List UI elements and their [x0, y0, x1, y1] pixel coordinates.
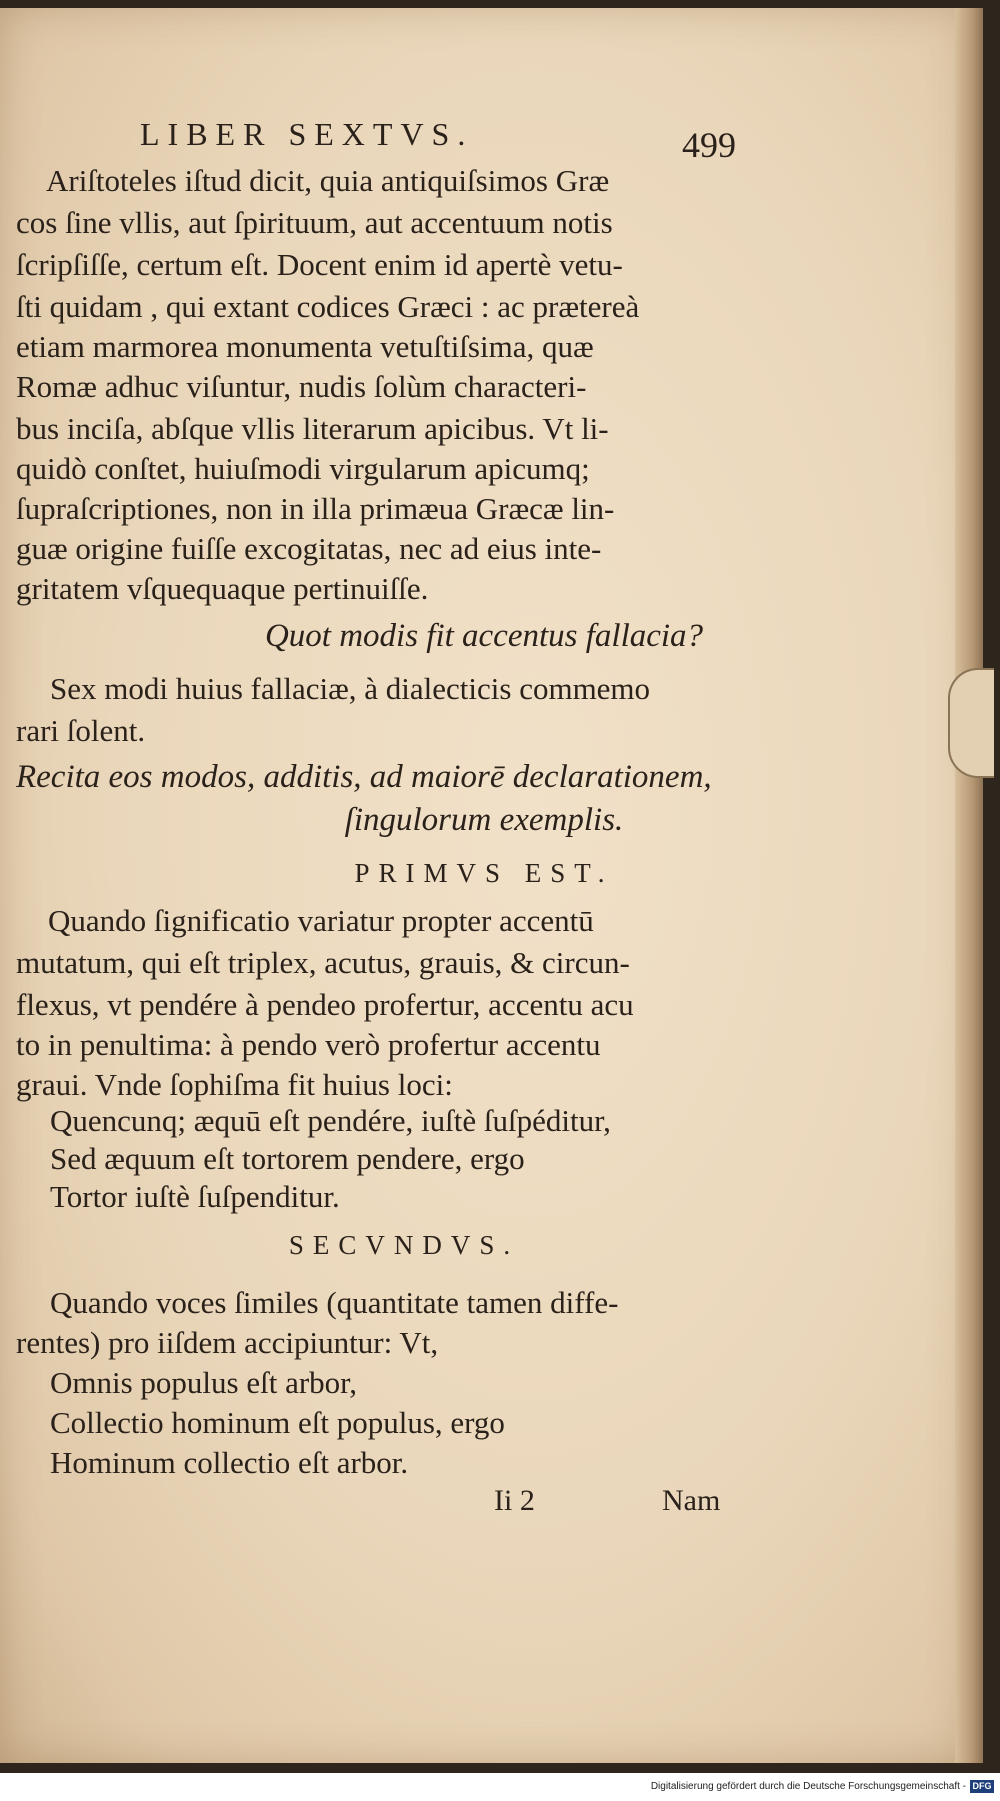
digitization-credit: Digitalisierung gefördert durch die Deutsche Forschungsgemeinschaft -: [650, 1781, 966, 1792]
text-line: bus inciſa, abſque vllis literarum apicibus. Vt li-: [16, 411, 609, 446]
text-line: gritatem vſquequaque pertinuiſſe.: [16, 571, 429, 606]
text-line: flexus, vt pendére à pendeo profertur, accentu acu: [16, 987, 634, 1022]
text-line: graui. Vnde ſophiſma fit huius loci:: [16, 1067, 453, 1102]
verse-line: Hominum collectio eſt arbor.: [50, 1445, 409, 1480]
question-heading: ſingulorum exemplis.: [344, 802, 624, 838]
text-line: Sex modi huius fallaciæ, à dialecticis commemo: [50, 671, 651, 706]
text-line: Quando voces ſimiles (quantitate tamen diffe-: [50, 1285, 619, 1320]
verse-line: Quencunq; æquū eſt pendére, iuſtè ſuſpéditur,: [50, 1103, 611, 1138]
dfg-logo: DFG: [970, 1780, 994, 1793]
text-line: Quando ſignificatio variatur propter accentū: [48, 903, 594, 938]
catchword: Nam: [662, 1484, 721, 1517]
verse-line: Collectio hominum eſt populus, ergo: [50, 1405, 505, 1440]
text-line: mutatum, qui eſt triplex, acutus, grauis, & circun-: [16, 945, 630, 980]
question-heading: Quot modis fit accentus fallacia?: [264, 618, 704, 654]
running-title: LIBER SEXTVS.: [140, 116, 474, 152]
text-line: to in penultima: à pendo verò profertur accentu: [16, 1027, 601, 1062]
text-line: guæ origine fuiſſe excogitatas, nec ad eius inte-: [16, 531, 602, 566]
text-line: quidò conſtet, huiuſmodi virgularum apicumq;: [16, 451, 590, 486]
page-number: 499: [682, 125, 736, 165]
verse-line: Sed æquum eſt tortorem pendere, ergo: [50, 1141, 525, 1176]
text-line: ſcripſiſſe, certum eſt. Docent enim id apertè vetu-: [16, 247, 623, 282]
text-line: ſti quidam , qui extant codices Græci : ac prætereà: [16, 289, 640, 324]
signature-mark: Ii 2: [494, 1484, 535, 1517]
text-line: Romæ adhuc viſuntur, nudis ſolùm characteri-: [16, 369, 587, 404]
text-line: Ariſtoteles iſtud dicit, quia antiquiſsimos Græ: [46, 163, 610, 198]
text-line: etiam marmorea monumenta vetuſtiſsima, quæ: [16, 329, 594, 364]
verse-line: Omnis populus eſt arbor,: [50, 1365, 358, 1400]
page-tab: [948, 668, 994, 778]
section-heading: PRIMVS EST.: [354, 858, 614, 888]
verse-line: Tortor iuſtè ſuſpenditur.: [50, 1179, 340, 1214]
question-heading: Recita eos modos, additis, ad maiorē declarationem,: [16, 759, 712, 795]
text-line: cos ſine vllis, aut ſpirituum, aut accentuum notis: [16, 205, 613, 240]
text-line: rari ſolent.: [16, 713, 146, 748]
section-heading: SECVNDVS.: [288, 1230, 520, 1260]
text-line: ſupraſcriptiones, non in illa primæua Græcæ lin-: [16, 491, 615, 526]
text-line: rentes) pro iiſdem accipiuntur: Vt,: [16, 1325, 439, 1360]
